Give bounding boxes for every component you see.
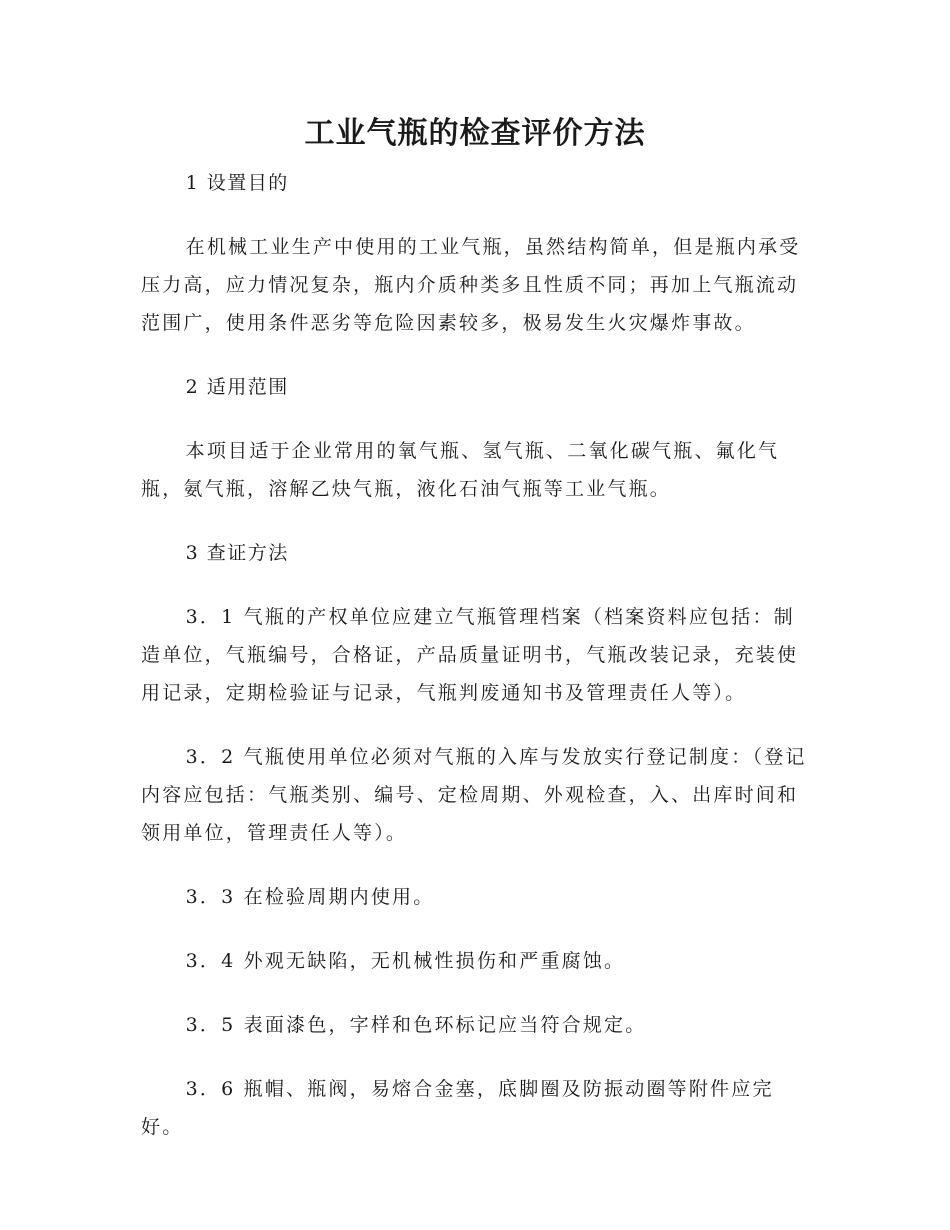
document-body xyxy=(141,164,811,1172)
paragraph-3-2: 3．2 气瓶使用单位必须对气瓶的入库与发放实行登记制度：（登记内容应包括：气瓶类别、编号、定检周期、外观检查，入、出库时间和领用单位，管理责任人等）。 xyxy=(141,746,807,844)
paragraph-3-3: 3．3 在检验周期内使用。 xyxy=(185,886,435,908)
document-title: 工业气瓶的检查评价方法 xyxy=(304,116,646,151)
paragraph-purpose: 在机械工业生产中使用的工业气瓶，虽然结构简单，但是瓶内承受压力高，应力情况复杂，瓶内介质种类多且性质不同；再加上气瓶流动范围广，使用条件恶劣等危险因素较多，极易发生火灾爆炸事故。 xyxy=(141,236,801,334)
paragraph-3-6: 3．6 瓶帽、瓶阀，易熔合金塞，底脚圈及防振动圈等附件应完好。 xyxy=(141,1078,774,1138)
paragraph-scope: 本项目适于企业常用的氧气瓶、氢气瓶、二氧化碳气瓶、氟化气瓶，氨气瓶，溶解乙炔气瓶，液化石油气瓶等工业气瓶。 xyxy=(141,440,780,500)
section-heading-scope: 2 适用范围 xyxy=(185,376,289,398)
paragraph-3-5: 3．5 表面漆色，字样和色环标记应当符合规定。 xyxy=(185,1014,647,1036)
section-heading-method: 3 查证方法 xyxy=(185,542,289,564)
paragraph-3-1: 3．1 气瓶的产权单位应建立气瓶管理档案（档案资料应包括：制造单位，气瓶编号，合格证，产品质量证明书，气瓶改装记录，充装使用记录，定期检验证与记录，气瓶判废通知书及管理责任人等）。 xyxy=(141,606,799,704)
section-heading-purpose: 1 设置目的 xyxy=(185,172,289,194)
paragraph-3-4: 3．4 外观无缺陷，无机械性损伤和严重腐蚀。 xyxy=(185,950,626,972)
